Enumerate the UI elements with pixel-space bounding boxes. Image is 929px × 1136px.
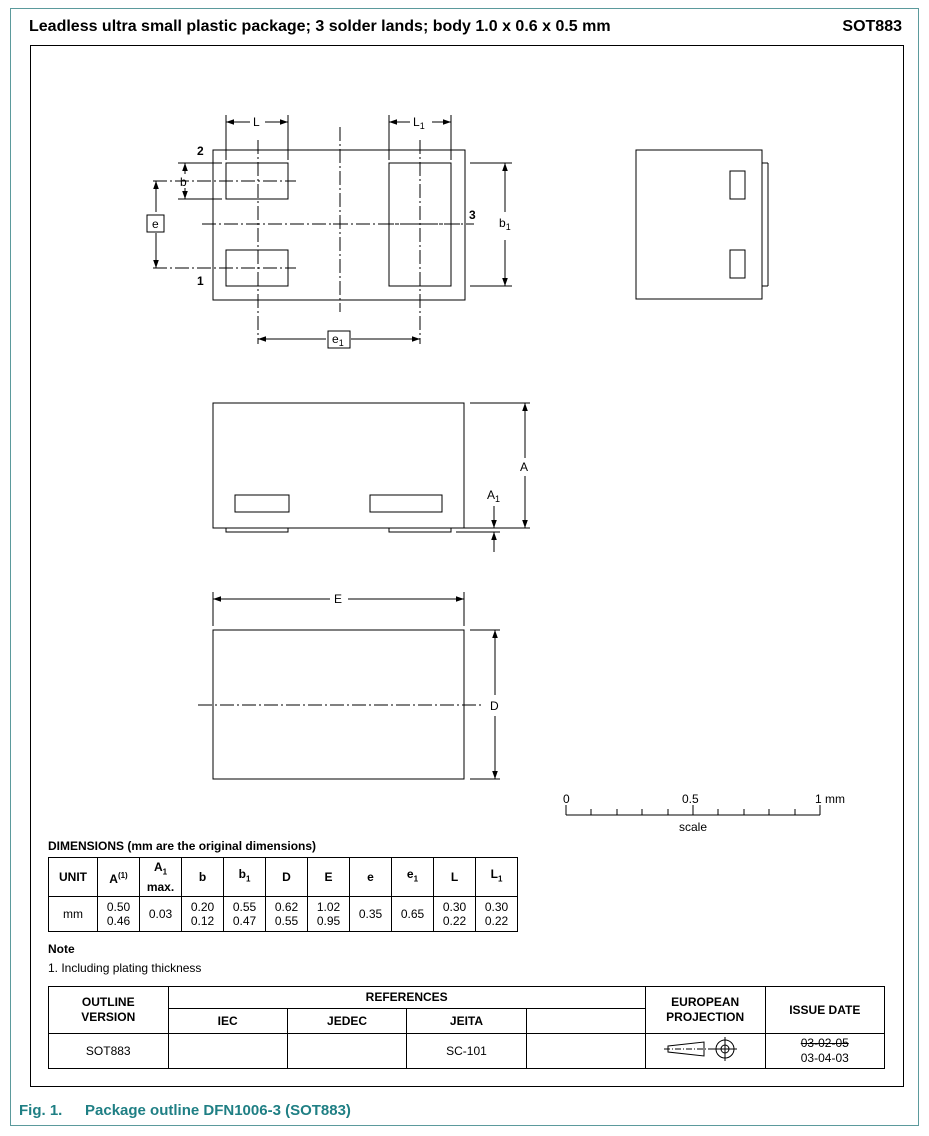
col-E: E	[308, 858, 350, 897]
pin-2-label: 2	[197, 144, 204, 158]
land-2	[226, 163, 288, 199]
jeita-value: SC-101	[407, 1034, 526, 1069]
cell-e1: 0.65	[392, 897, 434, 932]
col-A1: $A_1$ max.	[140, 858, 182, 897]
cell-A1: 0.03	[140, 897, 182, 932]
cell-L: 0.30 0.22	[434, 897, 476, 932]
scale-tick-end: 1 mm	[815, 792, 845, 806]
first-angle-projection-icon	[664, 1037, 746, 1061]
note-text: 1. Including plating thickness	[48, 961, 202, 975]
land-1	[226, 250, 288, 286]
package-code: SOT883	[842, 18, 902, 35]
dimensions-title: DIMENSIONS (mm are the original dimensions)	[48, 839, 317, 853]
scale-tick-mid: 0.5	[682, 792, 699, 806]
col-e1: $e_1$	[392, 858, 434, 897]
col-unit: UNIT	[49, 858, 98, 897]
issue-date-value: 03-02-05 03-04-03	[765, 1034, 884, 1069]
cell-L1: 0.30 0.22	[476, 897, 518, 932]
col-b1: $b_1$	[224, 858, 266, 897]
extra-ref-header	[526, 1009, 645, 1034]
label-L1: $L_1$	[413, 115, 425, 131]
cell-b: 0.20 0.12	[182, 897, 224, 932]
outline-version-value: SOT883	[49, 1034, 169, 1069]
cell-unit: mm	[49, 897, 98, 932]
label-L: L	[253, 115, 260, 129]
cell-e: 0.35	[350, 897, 392, 932]
cell-D: 0.62 0.55	[266, 897, 308, 932]
end-view	[636, 150, 768, 299]
dimensions-value-row	[49, 897, 518, 932]
label-A1: $A_1$	[487, 488, 501, 504]
col-b: b	[182, 858, 224, 897]
col-e: e	[350, 858, 392, 897]
projection-symbol-cell	[645, 1034, 765, 1069]
label-A: A	[520, 460, 529, 474]
extra-ref-value	[526, 1034, 645, 1069]
top-view-body	[213, 150, 465, 300]
col-L1: $L_1$	[476, 858, 518, 897]
col-A: $A^{(1)}$	[98, 858, 140, 897]
figure-number: Fig. 1.	[19, 1102, 63, 1119]
projection-header: EUROPEAN PROJECTION	[645, 987, 765, 1034]
label-E: E	[334, 592, 343, 606]
label-e1: $e_1$	[332, 332, 344, 348]
pin-3-label: 3	[469, 208, 476, 222]
pin-1-label: 1	[197, 274, 204, 288]
scale-label: scale	[679, 820, 708, 834]
label-D: D	[490, 699, 499, 713]
label-b1: $b_1$	[499, 216, 511, 232]
scale-tick-0: 0	[563, 792, 570, 806]
side-view	[213, 403, 530, 552]
label-e: e	[152, 217, 159, 231]
dimensions-header-row	[49, 858, 518, 897]
outline-version-header: OUTLINE VERSION	[49, 987, 169, 1034]
bottom-view	[198, 592, 500, 779]
iec-header: IEC	[168, 1009, 287, 1034]
dimensions-table	[48, 857, 518, 932]
issue-date-header: ISSUE DATE	[765, 987, 884, 1034]
scale-bar	[566, 805, 820, 815]
references-table	[48, 986, 885, 1069]
figure-caption	[19, 1102, 351, 1119]
cell-A: 0.50 0.46	[98, 897, 140, 932]
iec-value	[168, 1034, 287, 1069]
note-title: Note	[48, 942, 75, 956]
col-L: L	[434, 858, 476, 897]
figure-title: Package outline DFN1006-3 (SOT883)	[85, 1102, 351, 1119]
page-title: Leadless ultra small plastic package; 3 solder lands; body 1.0 x 0.6 x 0.5 mm	[29, 18, 611, 35]
references-header: REFERENCES	[168, 987, 645, 1009]
jeita-header: JEITA	[407, 1009, 526, 1034]
jedec-value	[287, 1034, 406, 1069]
cell-b1: 0.55 0.47	[224, 897, 266, 932]
col-D: D	[266, 858, 308, 897]
cell-E: 1.02 0.95	[308, 897, 350, 932]
label-b: b	[180, 175, 187, 189]
jedec-header: JEDEC	[287, 1009, 406, 1034]
